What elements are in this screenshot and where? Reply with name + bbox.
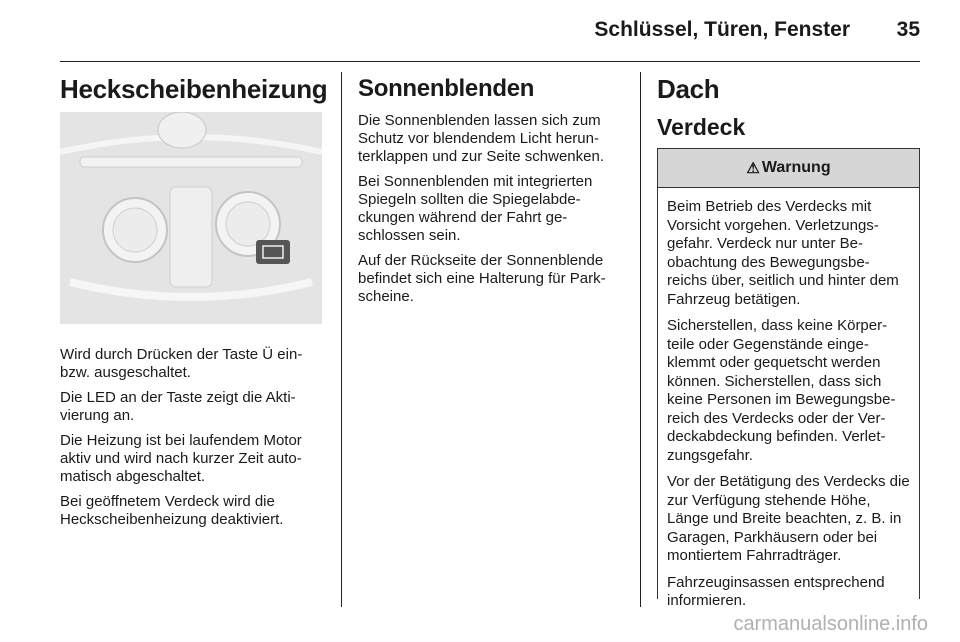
warning-triangle-icon: ⚠ — [746, 160, 760, 177]
heading-dach: Dach — [657, 74, 720, 104]
warning-body — [658, 188, 919, 611]
column-divider — [341, 72, 342, 607]
warning-paragraph: Fahrzeuginsassen entsprechend informieren. — [667, 573, 885, 609]
column-sonnenblenden — [358, 72, 624, 313]
paragraph: Die Sonnenblenden lassen sich zum Schutz vor blendendem Licht herun- terklappen und zur Seite schwenken. — [358, 112, 604, 165]
column-dach — [657, 72, 920, 148]
column-divider — [640, 72, 641, 607]
watermark: carmanualsonline.info — [733, 613, 928, 635]
control-panel-photo — [60, 112, 322, 324]
paragraph: Auf der Rückseite der Sonnenblende befindet sich eine Halterung für Park- scheine. — [358, 252, 606, 305]
warning-header — [658, 149, 919, 188]
paragraph: Die LED an der Taste zeigt die Akti- vierung an. — [60, 389, 296, 424]
warning-title: Warnung — [761, 159, 831, 176]
heading-sonnenblenden: Sonnenblenden — [358, 75, 535, 102]
paragraph: Bei geöffnetem Verdeck wird die Heckscheibenheizung deaktiviert. — [60, 493, 284, 528]
page-header — [60, 18, 920, 48]
warning-box — [657, 148, 920, 609]
column-heckscheibenheizung — [60, 72, 326, 536]
page-number: 35 — [896, 18, 920, 41]
warning-paragraph: Beim Betrieb des Verdecks mit Vorsicht vorgehen. Verletzungs- gefahr. Verdeck nur unter Be- obachtung des Bewegungsbe- reichs über, seitlich und hinter dem Fahrzeug betätigen. — [667, 198, 899, 308]
warning-paragraph: Vor der Betätigung des Verdecks die zur Verfügung stehende Höhe, Länge und Breite beachten, z. B. in Garagen, Parkhäusern oder bei montiertem Fahrradträger. — [667, 473, 910, 564]
paragraph: Die Heizung ist bei laufendem Motor aktiv und wird nach kurzer Zeit auto- matisch abgeschaltet. — [60, 432, 302, 485]
subheading-verdeck: Verdeck — [657, 114, 746, 140]
paragraph: Wird durch Drücken der Taste Ü ein- bzw. ausgeschaltet. — [60, 346, 303, 381]
section-title: Schlüssel, Türen, Fenster — [594, 18, 850, 41]
paragraph: Bei Sonnenblenden mit integrierten Spiegeln sollten die Spiegelabde- ckungen während der Fahrt ge- schlossen sein. — [358, 173, 593, 244]
warning-paragraph: Sicherstellen, dass keine Körper- teile oder Gegenstände einge- klemmt oder gequetscht werden können. Sicherstellen, dass sich keine Personen im Bewegungsbe- reich des Verdecks oder der Ver- deckabdeckung befinden. Verlet- zungsgefahr. — [667, 317, 896, 464]
header-rule — [60, 61, 920, 62]
heading-heckscheibenheizung: Heckscheibenheizung — [60, 74, 328, 104]
climate-control-illustration — [60, 112, 322, 324]
